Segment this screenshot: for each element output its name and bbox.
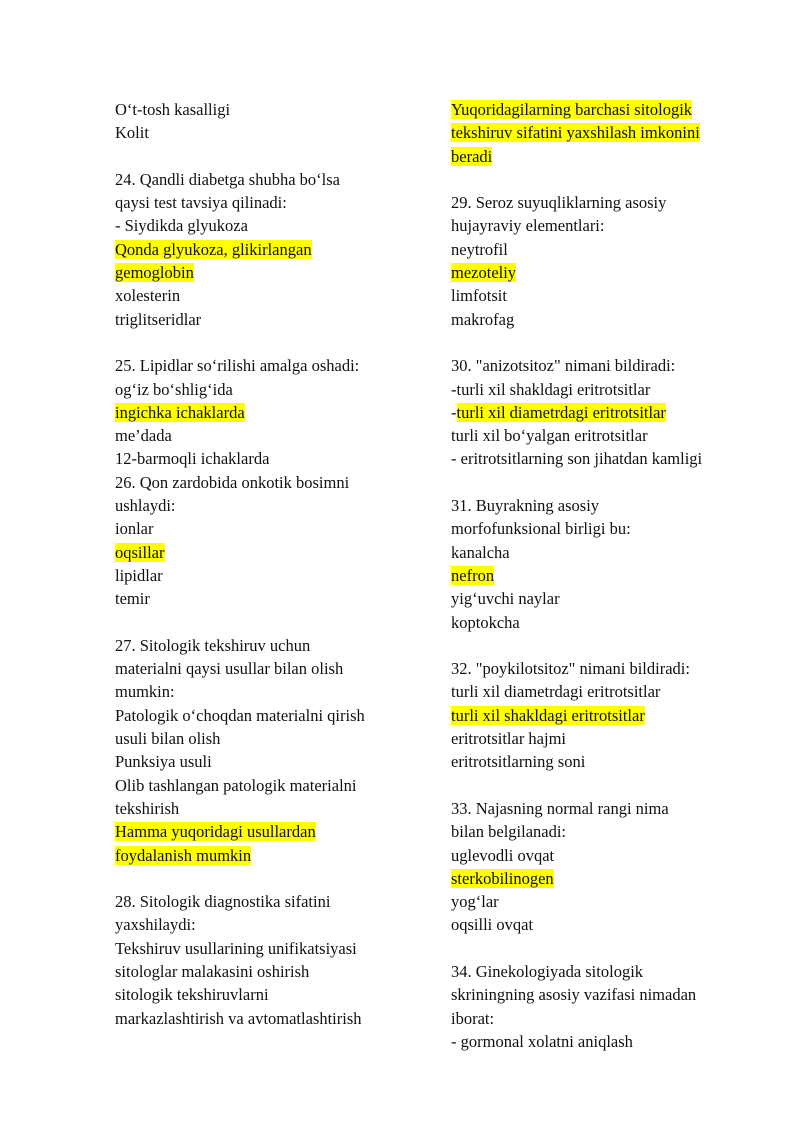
highlighted-text: gemoglobin: [115, 263, 194, 283]
text-line: [451, 657, 751, 680]
line-text: uglevodli ovqat: [451, 845, 555, 865]
line-text: 27. Sitologik tekshiruv uchun: [115, 635, 311, 655]
text-line: [451, 797, 751, 820]
highlighted-text: turli xil diametrdagi eritrotsitlar: [456, 402, 666, 422]
line-text: -turli xil shakldagi eritrotsitlar: [451, 379, 651, 399]
text-line: [451, 750, 751, 773]
answer-line-highlighted: [115, 401, 415, 424]
line-text: ushlaydi:: [115, 496, 176, 516]
text-line: [451, 214, 751, 237]
line-text: 33. Najasning normal rangi nima: [451, 798, 669, 818]
highlighted-text: beradi: [451, 146, 493, 166]
line-text: temir: [115, 589, 150, 609]
line-text: materialni qaysi usullar bilan olish: [115, 659, 344, 679]
blank-line: [451, 634, 751, 657]
text-line: [451, 890, 751, 913]
highlighted-text: Hamma yuqoridagi usullardan: [115, 822, 316, 842]
highlighted-text: mezoteliy: [451, 263, 517, 283]
text-line: [451, 447, 751, 470]
answer-line-highlighted: [115, 844, 415, 867]
text-line: [451, 378, 751, 401]
line-text: 34. Ginekologiyada sitologik: [451, 961, 644, 981]
highlighted-text: tekshiruv sifatini yaxshilash imkonini: [451, 123, 700, 143]
line-text: limfotsit: [451, 286, 507, 306]
line-text: 28. Sitologik diagnostika sifatini: [115, 892, 331, 912]
text-line: [115, 564, 415, 587]
line-text: xolesterin: [115, 286, 181, 306]
line-text: yog‘lar: [451, 892, 499, 912]
text-line: [451, 308, 751, 331]
answer-line-highlighted: [451, 121, 751, 144]
answer-line-highlighted: [115, 261, 415, 284]
answer-line-highlighted: [451, 564, 751, 587]
text-line: [115, 121, 415, 144]
line-text: tekshirish: [115, 798, 180, 818]
text-line: [115, 704, 415, 727]
line-text: 31. Buyrakning asosiy: [451, 496, 600, 516]
line-text: neytrofil: [451, 239, 508, 259]
line-text: eritrotsitlarning soni: [451, 752, 586, 772]
line-text: - gormonal xolatni aniqlash: [451, 1031, 633, 1051]
line-text: sitologlar malakasini oshirish: [115, 961, 310, 981]
text-line: [115, 890, 415, 913]
text-line: [451, 424, 751, 447]
text-line: [115, 680, 415, 703]
text-line: [451, 354, 751, 377]
text-line: [115, 727, 415, 750]
line-text: O‘t-tosh kasalligi: [115, 100, 231, 119]
highlighted-text: oqsillar: [115, 542, 165, 562]
line-text: -: [451, 402, 457, 422]
line-text: og‘iz bo‘shlig‘ida: [115, 379, 233, 399]
text-line: [451, 541, 751, 564]
text-line: [115, 937, 415, 960]
line-text: bilan belgilanadi:: [451, 822, 567, 842]
line-text: Punksiya usuli: [115, 752, 212, 772]
text-line: [451, 844, 751, 867]
line-text: 26. Qon zardobida onkotik bosimni: [115, 472, 350, 492]
line-text: qaysi test tavsiya qilinadi:: [115, 193, 287, 213]
text-line: [115, 424, 415, 447]
text-line: [115, 983, 415, 1006]
text-line: [451, 238, 751, 261]
line-text: 32. "poykilotsitoz" nimani bildiradi:: [451, 659, 690, 679]
highlighted-text: turli xil shakldagi eritrotsitlar: [451, 705, 645, 725]
line-text: yig‘uvchi naylar: [451, 589, 560, 609]
text-line: [115, 1007, 415, 1030]
line-text: koptokcha: [451, 612, 520, 632]
blank-line: [451, 471, 751, 494]
text-line: [115, 634, 415, 657]
text-line: [115, 517, 415, 540]
text-line: [451, 1007, 751, 1030]
text-line: [451, 983, 751, 1006]
line-text: Kolit: [115, 123, 149, 143]
line-text: turli xil diametrdagi eritrotsitlar: [451, 682, 661, 702]
text-line: [115, 354, 415, 377]
text-line: [451, 913, 751, 936]
line-text: morfofunksional birligi bu:: [451, 519, 631, 539]
blank-line: [451, 168, 751, 191]
answer-line-highlighted: [451, 867, 751, 890]
text-line: [115, 657, 415, 680]
line-text: usuli bilan olish: [115, 729, 221, 749]
blank-line: [115, 611, 415, 634]
answer-line-highlighted: [451, 704, 751, 727]
blank-line: [451, 331, 751, 354]
text-line: [115, 214, 415, 237]
blank-line: [115, 331, 415, 354]
text-line: [115, 378, 415, 401]
line-text: eritrotsitlar hajmi: [451, 729, 567, 749]
blank-line: [115, 145, 415, 168]
text-line: [115, 191, 415, 214]
text-line: [115, 471, 415, 494]
text-line: [115, 284, 415, 307]
line-text: - Siydikda glyukoza: [115, 216, 248, 236]
line-text: markazlashtirish va avtomatlashtirish: [115, 1008, 362, 1028]
text-line: [451, 517, 751, 540]
line-text: me’dada: [115, 426, 172, 446]
blank-line: [451, 774, 751, 797]
text-line: [451, 191, 751, 214]
line-text: lipidlar: [115, 565, 163, 585]
text-line: [451, 587, 751, 610]
text-line: [115, 774, 415, 797]
text-line: [451, 680, 751, 703]
line-text: Patologik o‘choqdan materialni qirish: [115, 705, 365, 725]
text-line: [451, 960, 751, 983]
blank-line: [115, 867, 415, 890]
text-line: [115, 750, 415, 773]
text-line: [451, 494, 751, 517]
line-text: 24. Qandli diabetga shubha bo‘lsa: [115, 169, 340, 189]
text-line: [451, 820, 751, 843]
answer-line-highlighted: [451, 98, 751, 121]
text-line: [115, 797, 415, 820]
left-column: [115, 98, 415, 1030]
text-line: [451, 611, 751, 634]
line-text: - eritrotsitlarning son jihatdan kamligi: [451, 449, 703, 469]
text-line: [115, 447, 415, 470]
text-line: [115, 168, 415, 191]
text-line: [451, 1030, 751, 1053]
highlighted-text: sterkobilinogen: [451, 868, 554, 888]
line-text: yaxshilaydi:: [115, 915, 196, 935]
highlighted-text: Qonda glyukoza, glikirlangan: [115, 239, 312, 259]
answer-line-highlighted: [115, 238, 415, 261]
line-text: iborat:: [451, 1008, 495, 1028]
text-line: [115, 913, 415, 936]
text-line: [115, 587, 415, 610]
line-text: Tekshiruv usullarining unifikatsiyasi: [115, 938, 357, 958]
line-text: skriningning asosiy vazifasi nimadan: [451, 985, 697, 1005]
answer-line-highlighted: [115, 820, 415, 843]
line-text: 12-barmoqli ichaklarda: [115, 449, 270, 469]
line-text: Olib tashlangan patologik materialni: [115, 775, 357, 795]
text-line: [115, 98, 415, 121]
text-line: [451, 727, 751, 750]
line-text: 30. "anizotsitoz" nimani bildiradi:: [451, 356, 676, 376]
line-text: turli xil bo‘yalgan eritrotsitlar: [451, 426, 648, 446]
highlighted-text: foydalanish mumkin: [115, 845, 252, 865]
blank-line: [451, 937, 751, 960]
line-text: makrofag: [451, 309, 515, 329]
answer-line-highlighted: [451, 145, 751, 168]
line-text: ionlar: [115, 519, 154, 539]
answer-line-highlighted: [115, 541, 415, 564]
text-line: [451, 284, 751, 307]
highlighted-text: Yuqoridagilarning barchasi sitologik: [451, 100, 693, 119]
highlighted-text: nefron: [451, 565, 495, 585]
line-text: hujayraviy elementlari:: [451, 216, 605, 236]
answer-line-highlighted: [451, 261, 751, 284]
text-line: [115, 308, 415, 331]
text-line: [115, 494, 415, 517]
line-text: mumkin:: [115, 682, 175, 702]
right-column: [451, 98, 751, 1053]
line-text: 25. Lipidlar so‘rilishi amalga oshadi:: [115, 356, 360, 376]
line-text: triglitseridlar: [115, 309, 202, 329]
text-line: [115, 960, 415, 983]
line-text: oqsilli ovqat: [451, 915, 534, 935]
text-line: [451, 401, 751, 424]
line-text: 29. Seroz suyuqliklarning asosiy: [451, 193, 667, 213]
highlighted-text: ingichka ichaklarda: [115, 402, 245, 422]
line-text: kanalcha: [451, 542, 510, 562]
line-text: sitologik tekshiruvlarni: [115, 985, 269, 1005]
